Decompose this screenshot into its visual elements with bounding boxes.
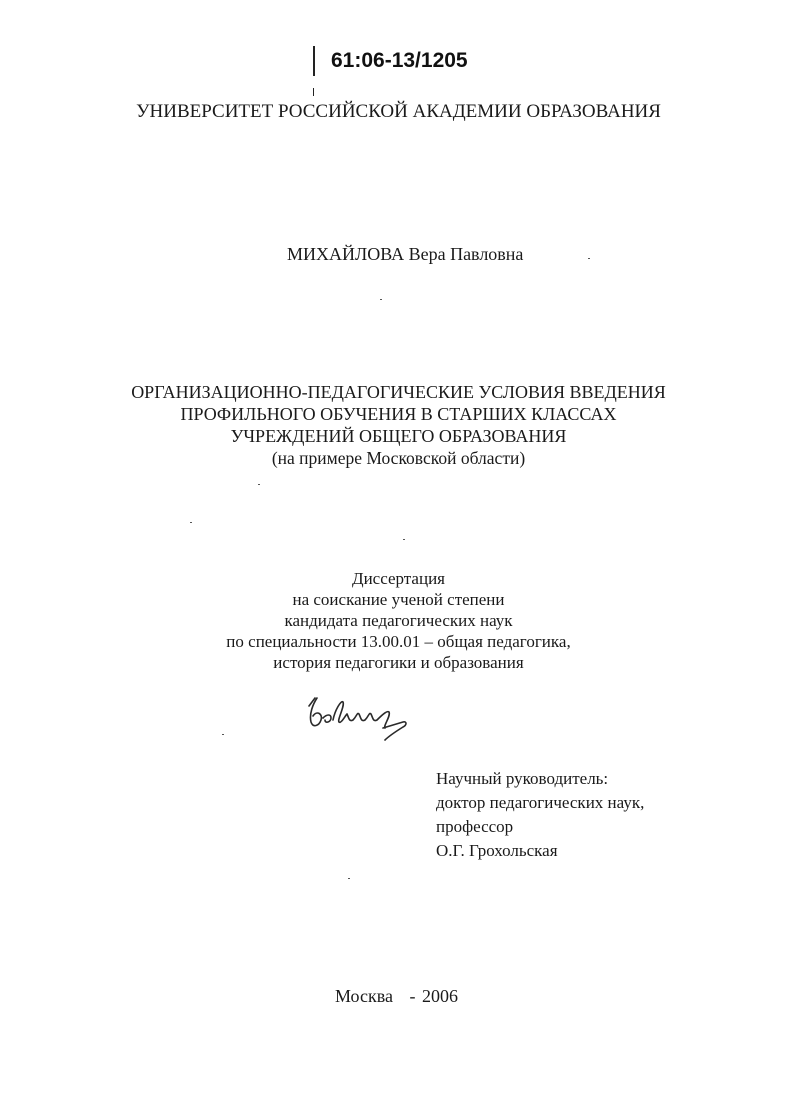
advisor-label: Научный руководитель: bbox=[436, 769, 609, 788]
institution-name: УНИВЕРСИТЕТ РОССИЙСКОЙ АКАДЕМИИ ОБРАЗОВАНИЯ bbox=[136, 101, 661, 122]
scan-speck bbox=[190, 522, 192, 523]
advisor-name: О.Г. Грохольская bbox=[436, 841, 558, 860]
stamp-vertical-line-lower bbox=[313, 88, 314, 96]
city: Москва bbox=[335, 986, 393, 1006]
scientific-advisor bbox=[436, 767, 644, 863]
title-subtitle: (на примере Московской области) bbox=[271, 448, 526, 468]
scan-speck bbox=[222, 734, 224, 735]
title-line: ОРГАНИЗАЦИОННО-ПЕДАГОГИЧЕСКИЕ УСЛОВИЯ ВВЕДЕНИЯ bbox=[131, 382, 666, 402]
separator: - bbox=[409, 986, 416, 1006]
advisor-degree: доктор педагогических наук, bbox=[436, 793, 645, 812]
catalog-code: 61:06-13/1205 bbox=[331, 49, 468, 72]
title-line: УЧРЕЖДЕНИЙ ОБЩЕГО ОБРАЗОВАНИЯ bbox=[230, 426, 567, 446]
place-and-year bbox=[335, 986, 458, 1007]
degree-statement bbox=[0, 568, 797, 673]
degree-line: Диссертация bbox=[351, 569, 445, 588]
degree-line: кандидата педагогических наук bbox=[284, 611, 513, 630]
title-line: ПРОФИЛЬНОГО ОБУЧЕНИЯ В СТАРШИХ КЛАССАХ bbox=[180, 404, 617, 424]
scan-speck bbox=[403, 539, 405, 540]
scan-speck bbox=[588, 258, 590, 259]
advisor-rank: профессор bbox=[436, 817, 514, 836]
scan-speck bbox=[380, 299, 382, 300]
author-signature bbox=[303, 692, 415, 752]
degree-line: история педагогики и образования bbox=[273, 653, 524, 672]
stamp-vertical-line bbox=[313, 46, 315, 76]
author-name: МИХАЙЛОВА Вера Павловна bbox=[287, 244, 524, 264]
scan-speck bbox=[258, 484, 260, 485]
degree-line: на соискание ученой степени bbox=[292, 590, 505, 609]
scan-speck bbox=[348, 878, 350, 879]
year: 2006 bbox=[422, 986, 458, 1006]
degree-line: по специальности 13.00.01 – общая педагогика, bbox=[226, 632, 571, 651]
dissertation-title bbox=[0, 381, 797, 469]
